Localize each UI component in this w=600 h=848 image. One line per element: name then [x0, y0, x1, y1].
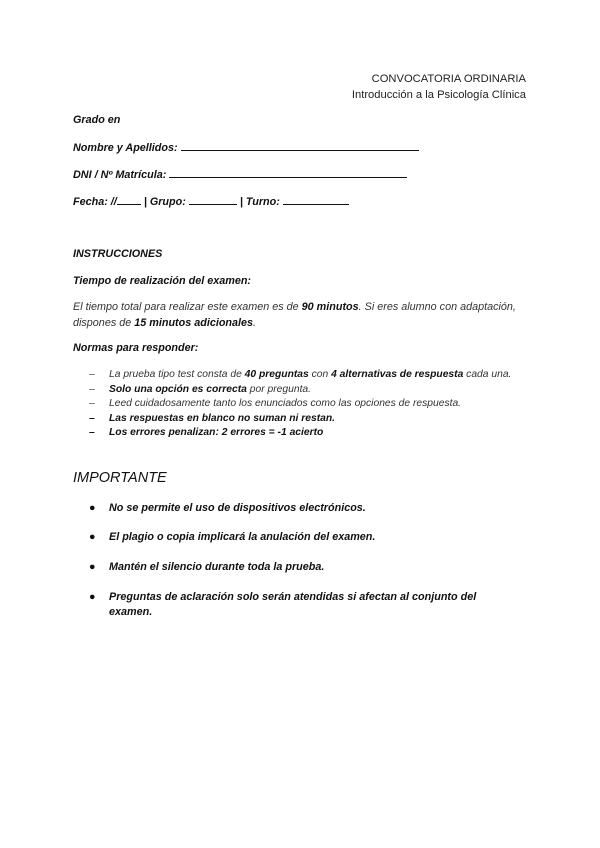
importante-item-1: No se permite el uso de dispositivos electrónicos.	[109, 502, 366, 514]
list-item	[73, 413, 533, 426]
dash-icon: –	[89, 412, 95, 424]
normas-title: Normas para responder:	[73, 342, 199, 354]
tiempo-bold-2: 15 minutos adicionales	[134, 317, 254, 329]
dash-icon: –	[89, 369, 95, 380]
importante-title: IMPORTANTE	[73, 470, 167, 486]
tiempo-text-1: El tiempo total para realizar este examen es de	[73, 301, 302, 313]
list-item	[73, 590, 513, 620]
norma-1-a: La prueba tipo test consta de	[109, 369, 245, 380]
norma-2-a: Solo una opción es correcta	[109, 383, 247, 395]
dni-label: DNI / Nº Matrícula:	[73, 169, 167, 181]
tiempo-paragraph	[73, 299, 533, 331]
list-item	[73, 501, 513, 516]
fecha-line	[73, 195, 349, 208]
norma-3: Leed cuidadosamente tanto los enunciados como las opciones de respuesta.	[109, 398, 462, 409]
subject-label: Introducción a la Psicología Clínica	[351, 89, 526, 101]
norma-2-b: por pregunta.	[246, 383, 312, 395]
norma-1-e: cada una.	[463, 369, 512, 380]
importante-item-2: El plagio o copia implicará la anulación del examen.	[109, 531, 376, 543]
bullet-icon: ●	[89, 531, 96, 543]
tiempo-bold-1: 90 minutos	[301, 301, 359, 313]
norma-5-b: : 2 errores = -1 acierto	[215, 427, 324, 438]
instrucciones-title: INSTRUCCIONES	[73, 248, 163, 260]
grupo-label: | Grupo:	[143, 196, 186, 208]
grupo-field[interactable]	[189, 195, 237, 205]
normas-list	[73, 369, 533, 440]
list-item	[73, 369, 533, 382]
norma-1-b: 40 preguntas	[244, 369, 309, 380]
tiempo-text-2: . Si eres alumno con adaptación, dispones de	[73, 301, 516, 329]
bullet-icon: ●	[89, 561, 96, 573]
norma-1-c: con	[308, 369, 332, 380]
norma-1-d: 4 alternativas de respuesta	[331, 369, 464, 380]
dni-field[interactable]	[169, 168, 407, 178]
grado-line	[73, 114, 120, 126]
nombre-label: Nombre y Apellidos:	[73, 142, 178, 154]
dash-icon: –	[89, 398, 95, 409]
fecha-field[interactable]	[117, 195, 141, 205]
norma-4: Las respuestas en blanco no suman ni restan.	[109, 412, 336, 424]
list-item	[73, 384, 533, 397]
bullet-icon: ●	[89, 502, 96, 514]
importante-item-3: Mantén el silencio durante toda la prueba.	[109, 561, 325, 573]
dni-line	[73, 168, 407, 181]
nombre-line	[73, 141, 419, 154]
list-item	[73, 560, 513, 575]
nombre-field[interactable]	[181, 141, 419, 151]
dash-icon: –	[89, 427, 95, 438]
list-item	[73, 427, 533, 440]
dash-icon: –	[89, 383, 95, 395]
norma-5-a: Los errores penalizan	[109, 427, 216, 438]
list-item	[73, 530, 513, 545]
bullet-icon: ●	[89, 591, 96, 603]
fecha-label: Fecha: //	[73, 196, 117, 208]
list-item	[73, 398, 533, 411]
turno-field[interactable]	[283, 195, 349, 205]
tiempo-text-3: .	[253, 317, 257, 329]
convocatoria-label: CONVOCATORIA ORDINARIA	[371, 73, 526, 85]
exam-header	[352, 71, 526, 103]
turno-label: | Turno:	[239, 196, 280, 208]
tiempo-title: Tiempo de realización del examen:	[73, 275, 252, 287]
importante-item-4: Preguntas de aclaración solo serán atendidas si afectan al conjunto del examen.	[109, 591, 477, 618]
grado-label: Grado en	[73, 114, 121, 126]
